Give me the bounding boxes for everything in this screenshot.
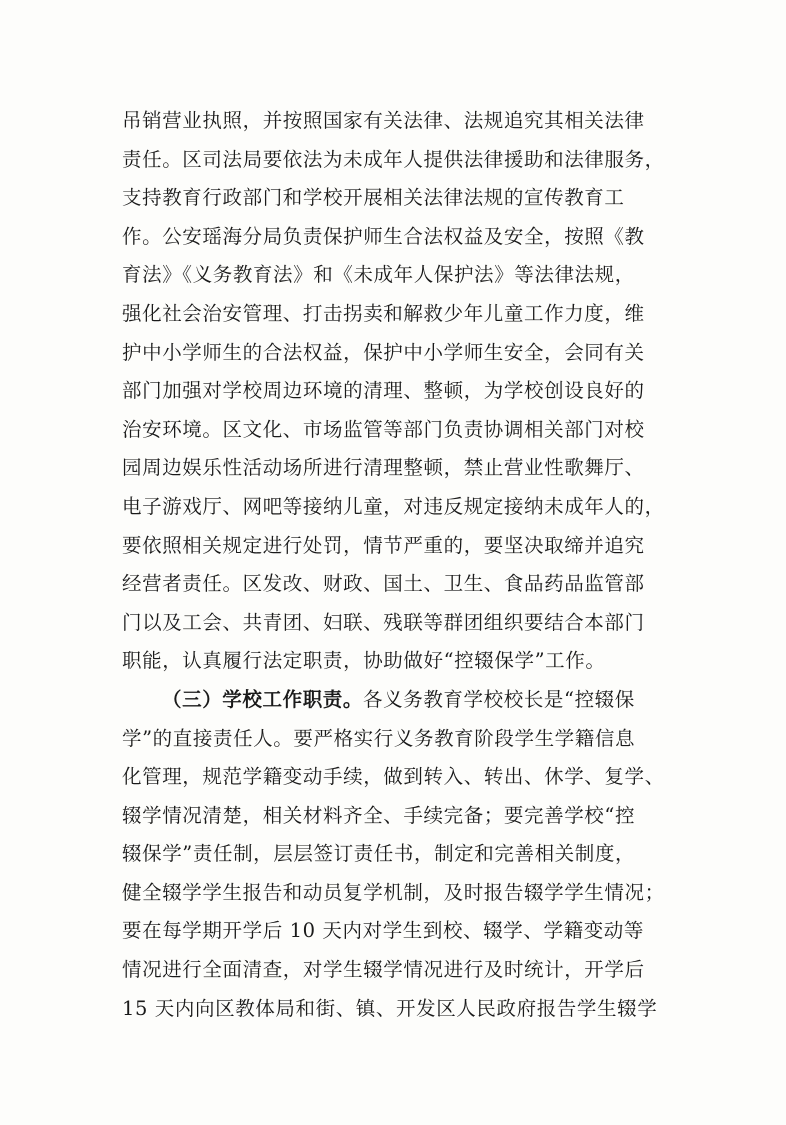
text-line: 电子游戏厅、网吧等接纳儿童，对违反规定接纳未成年人的，	[122, 494, 665, 518]
text-line: 吊销营业执照，并按照国家有关法律、法规追究其相关法律	[122, 109, 645, 132]
text-line: 辍学情况清楚，相关材料齐全、手续完备；要完善学校“控	[122, 803, 636, 827]
text-line: 责任。区司法局要依法为未成年人提供法律援助和法律服务，	[122, 147, 665, 171]
section-heading-rest: 各义务教育学校校长是“控辍保	[363, 687, 635, 711]
text-line: 治安环境。区文化、市场监管等部门负责协调相关部门对校	[122, 417, 645, 441]
text-line: 职能，认真履行法定职责，协助做好“控辍保学”工作。	[122, 649, 606, 673]
text-line: 育法》《义务教育法》和《未成年人保护法》等法律法规，	[122, 263, 635, 287]
text-line: 作。公安瑶海分局负责保护师生合法权益及安全，按照《教	[122, 224, 645, 248]
text-line: 辍保学”责任制，层层签订责任书，制定和完善相关制度，	[122, 842, 636, 866]
text-line: 部门加强对学校周边环境的清理、整顿，为学校创设良好的	[122, 379, 645, 403]
text-line: 要在每学期开学后 10 天内对学生到校、辍学、学籍变动等	[122, 919, 645, 943]
section-heading: （三）学校工作职责。	[162, 687, 364, 711]
text-line: 支持教育行政部门和学校开展相关法律法规的宣传教育工	[122, 186, 625, 210]
text-line: 15 天内向区教体局和街、镇、开发区人民政府报告学生辍学	[122, 996, 658, 1020]
text-line: 学”的直接责任人。要严格实行义务教育阶段学生学籍信息	[122, 726, 636, 750]
text-line: 情况进行全面清查，对学生辍学情况进行及时统计，开学后	[122, 958, 645, 982]
text-line: 护中小学师生的合法权益，保护中小学师生安全，会同有关	[122, 340, 645, 364]
text-line: 经营者责任。区发改、财政、国土、卫生、食品药品监管部	[122, 572, 645, 596]
text-line: 园周边娱乐性活动场所进行清理整顿，禁止营业性歌舞厅、	[122, 456, 645, 480]
text-line: 门以及工会、共青团、妇联、残联等群团组织要结合本部门	[122, 610, 645, 634]
text-line: 化管理，规范学籍变动手续，做到转入、转出、休学、复学、	[122, 765, 665, 789]
text-line: 要依照相关规定进行处罚，情节严重的，要坚决取缔并追究	[122, 533, 645, 557]
text-line: 健全辍学学生报告和动员复学机制，及时报告辍学学生情况；	[122, 880, 665, 904]
body-text	[122, 102, 682, 1028]
text-line: 强化社会治安管理、打击拐卖和解救少年儿童工作力度，维	[122, 301, 645, 325]
section-heading-line	[122, 681, 682, 720]
